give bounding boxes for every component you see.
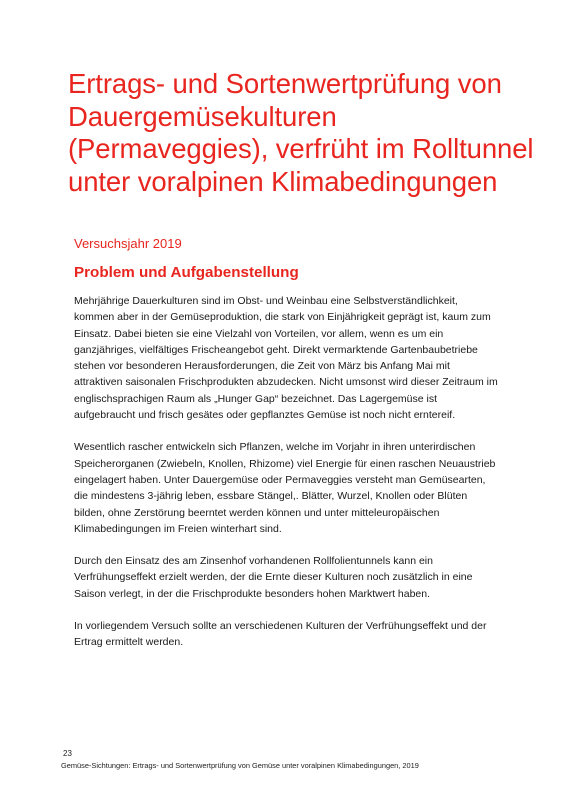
paragraph-4: In vorliegendem Versuch sollte an verschiedenen Kulturen der Verfrühungseffekt und der Ertrag ermittelt werden. xyxy=(74,620,487,649)
paragraph-2: Wesentlich rascher entwickeln sich Pflanzen, welche im Vorjahr in ihren unterirdischen Speicherorganen (Zwiebeln, Knollen, Rhizome) viel Energie für einen raschen Neuaustrieb eingelagert haben. Unter Dauergemüse oder Permaveggies versteht man Gemüsearten, die mindestens 3-jährig leben, essbare Stängel,. Blätter, Wurzel, Knollen oder Blüten bilden, ohne Zerstörung beerntet werden können und unter mitteleuropäischen Klimabedingungen im Freien winterhart sind. xyxy=(74,441,496,535)
page-footer: Gemüse-Sichtungen: Ertrags- und Sortenwertprüfung von Gemüse unter voralpinen Klimabedingungen, 2019 xyxy=(61,761,419,770)
page-title: Ertrags- und Sortenwertprüfung von Dauergemüsekulturen (Permaveggies), verfrüht im Rolltunnel unter voralpinen Klimabedingungen xyxy=(68,68,534,197)
subtitle-year: Versuchsjahr 2019 xyxy=(74,236,182,251)
paragraph-1: Mehrjährige Dauerkulturen sind im Obst- und Weinbau eine Selbstverständlichkeit, kommen aber in der Gemüseproduktion, die stark von Einjährigkeit geprägt ist, kaum zum Einsatz. Dabei bieten sie eine Vielzahl von Vorteilen, vor allem, wenn es um ein ganzjähriges, vielfältiges Frischeangebot geht. Direkt vermarktende Gartenbaubetriebe stehen vor besonderen Herausforderungen, die Zeit von März bis Anfang Mai mit attraktiven saisonalen Frischprodukten abzudecken. Nicht umsonst wird dieser Zeitraum im englischsprachigen Raum als „Hunger Gap“ bezeichnet. Das Lagergemüse ist aufgebraucht und frisch gesätes oder gepflanztes Gemüse ist noch nicht erntereif. xyxy=(74,295,498,422)
paragraph-3: Durch den Einsatz des am Zinsenhof vorhandenen Rollfolientunnels kann ein Verfrühungseffekt erzielt werden, der die Ernte dieser Kulturen noch zusätzlich in eine Saison verlegt, in der die Frischprodukte besonders hohen Marktwert haben. xyxy=(74,555,473,600)
section-heading: Problem und Aufgabenstellung xyxy=(74,264,299,281)
page-number: 23 xyxy=(63,749,72,758)
body-text xyxy=(74,293,500,667)
